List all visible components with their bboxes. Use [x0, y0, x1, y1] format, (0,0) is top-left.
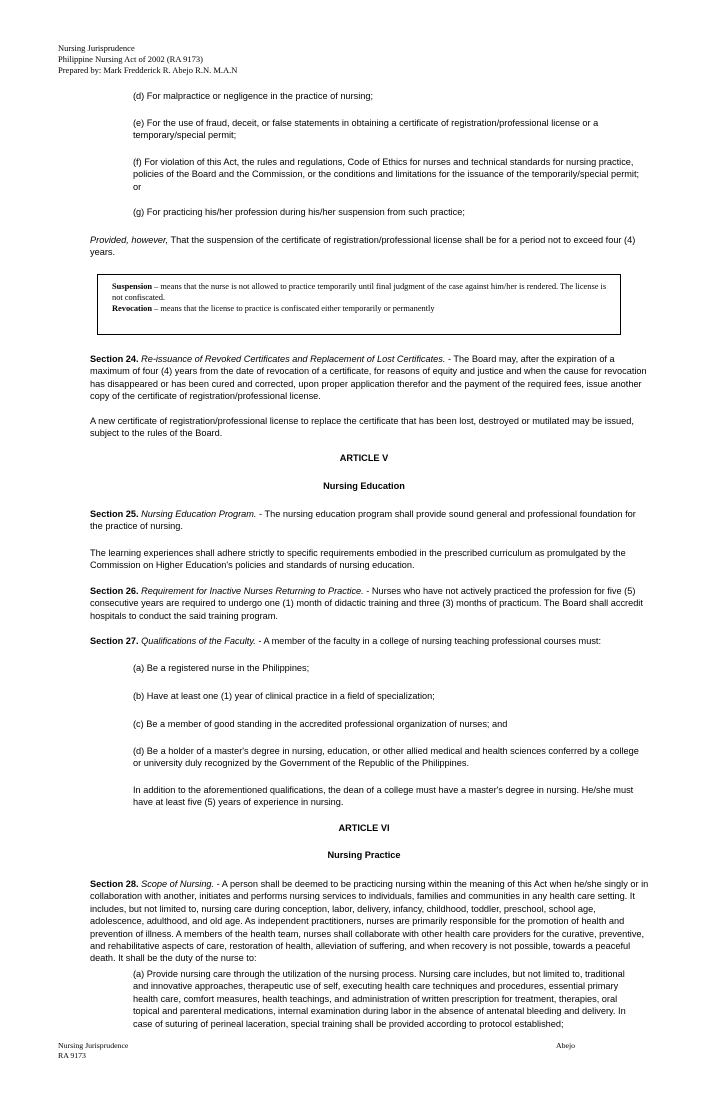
- section-28-title: Scope of Nursing.: [138, 879, 215, 889]
- revocation-definition: [112, 303, 607, 314]
- section-27: [90, 635, 650, 647]
- section-28: [90, 878, 650, 965]
- section-26: [90, 585, 650, 622]
- faculty-item-a: (a) Be a registered nurse in the Philippines;: [133, 663, 310, 673]
- section-25-number: Section 25.: [90, 509, 139, 519]
- article-vi-subheading: Nursing Practice: [327, 850, 401, 860]
- section-25: [90, 508, 650, 533]
- header-author: Prepared by: Mark Fredderick R. Abejo R.N. M.A.N: [58, 65, 238, 75]
- header-subtitle: Philippine Nursing Act of 2002 (RA 9173): [58, 54, 203, 64]
- item-g-practicing: (g) For practicing his/her profession during his/her suspension from such practice;: [133, 207, 465, 217]
- proviso-text: That the suspension of the certificate of registration/professional license shall be for a period not to exceed four (4) years.: [90, 235, 636, 258]
- article-v-subheading: Nursing Education: [323, 481, 405, 491]
- section-24-title: Re-issuance of Revoked Certificates and Replacement of Lost Certificates.: [138, 354, 446, 364]
- suspension-text: – means that the nurse is not allowed to practice temporarily until final judgment of the case against him/her is rendered. The license is not confiscated.: [112, 282, 607, 303]
- section-27-number: Section 27.: [90, 636, 139, 646]
- footer-title: Nursing Jurisprudence: [58, 1041, 129, 1050]
- section-24-number: Section 24.: [90, 354, 139, 364]
- article-v-heading: ARTICLE V: [339, 453, 389, 463]
- section-26-title: Requirement for Inactive Nurses Returning to Practice.: [138, 586, 364, 596]
- proviso-paragraph: [90, 234, 650, 259]
- section-25-text: - The nursing education program shall provide sound general and professional foundation for the practice of nursing.: [90, 509, 636, 532]
- nurse-duty-item-a: (a) Provide nursing care through the utilization of the nursing process. Nursing care includes, but not limited to, traditional and innovative approaches, therapeutic use of self, executing health care techniques and procedures, essential primary health care, comfort measures, health teachings, and administration of written prescription for treatment, therapies, oral topical and parenteral medications, internal examination during labor in the absence of antenatal bleeding and delivery. In case of suturing of perineal laceration, special training shall be provided according to protocol established;: [133, 969, 626, 1029]
- article-vi-heading: ARTICLE VI: [338, 823, 390, 833]
- section-28-text: - A person shall be deemed to be practicing nursing within the meaning of this Act when he/she singly or in collaboration with another, initiates and performs nursing services to individuals, families and communities in any health care setting. It includes, but not limited to, nursing care during conception, labor, delivery, infancy, childhood, toddler, preschool, school age, adolescence, adulthood, and old age. As independent practitioners, nurses are primarily responsible for the promotion of health and prevention of illness. A members of the health team, nurses shall collaborate with other health care providers for the curative, preventive, and rehabilitative aspects of care, restoration of health, alleviation of suffering, and when recovery is not possible, towards a peaceful death. It shall be the duty of the nurse to:: [90, 879, 649, 964]
- section-25-title: Nursing Education Program.: [138, 509, 257, 519]
- proviso-lead: Provided, however,: [90, 235, 169, 245]
- section-27-text: - A member of the faculty in a college of nursing teaching professional courses must:: [255, 636, 602, 646]
- revocation-term: Revocation: [112, 304, 153, 314]
- section-26-text: - Nurses who have not actively practiced the profession for five (5) consecutive years are required to undergo one (1) month of didactic training and three (3) months of practicum. The Board shall accredit hospitals to conduct the said training program.: [90, 586, 643, 621]
- section-27-title: Qualifications of the Faculty.: [138, 636, 256, 646]
- section-28-number: Section 28.: [90, 879, 139, 889]
- section-24: [90, 353, 650, 403]
- header-title: Nursing Jurisprudence: [58, 43, 135, 53]
- footer-act: RA 9173: [58, 1051, 86, 1060]
- page-footer-right: Abejo: [556, 1041, 576, 1050]
- page-header: [58, 43, 237, 76]
- section-26-number: Section 26.: [90, 586, 139, 596]
- page-footer-left: [58, 1041, 128, 1061]
- section-24-text: - The Board may, after the expiration of a maximum of four (4) years from the date of revocation of a certificate, for reasons of equity and justice and when the cause for revocation has disappeared or has been cured and corrected, upon proper application therefor and the payment of the required fees, issue another copy of the certificate of registration/professional license.: [90, 354, 647, 402]
- section-24-paragraph-2: A new certificate of registration/professional license to replace the certificate that has been lost, destroyed or mutilated may be issued, subject to the rules of the Board.: [90, 416, 634, 439]
- faculty-item-c: (c) Be a member of good standing in the accredited professional organization of nurses; and: [133, 719, 508, 729]
- item-e-fraud: (e) For the use of fraud, deceit, or false statements in obtaining a certificate of registration/professional license or a temporary/special permit;: [133, 118, 599, 141]
- faculty-item-b: (b) Have at least one (1) year of clinical practice in a field of specialization;: [133, 691, 435, 701]
- suspension-definition: [112, 281, 607, 303]
- item-f-violation: (f) For violation of this Act, the rules and regulations, Code of Ethics for nurses and technical standards for nursing practice, policies of the Board and the Commission, or the conditions and limitations for the issuance of the temporarily/special permit; or: [133, 157, 640, 192]
- item-d-malpractice: (d) For malpractice or negligence in the practice of nursing;: [133, 91, 374, 101]
- section-25-paragraph-2: The learning experiences shall adhere strictly to specific requirements embodied in the prescribed curriculum as promulgated by the Commission on Higher Education's policies and standards of nursing education.: [90, 548, 626, 571]
- dean-qualifications: In addition to the aforementioned qualifications, the dean of a college must have a master's degree in nursing. He/she must have at least five (5) years of experience in nursing.: [133, 785, 634, 808]
- suspension-term: Suspension: [112, 282, 153, 291]
- definitions-box: [97, 274, 621, 335]
- revocation-text: – means that the license to practice is confiscated either temporarily or permanently: [152, 304, 435, 314]
- faculty-item-d: (d) Be a holder of a master's degree in nursing, education, or other allied medical and health sciences conferred by a college or university duly recognized by the Government of the Republic of the Philippines.: [133, 746, 639, 769]
